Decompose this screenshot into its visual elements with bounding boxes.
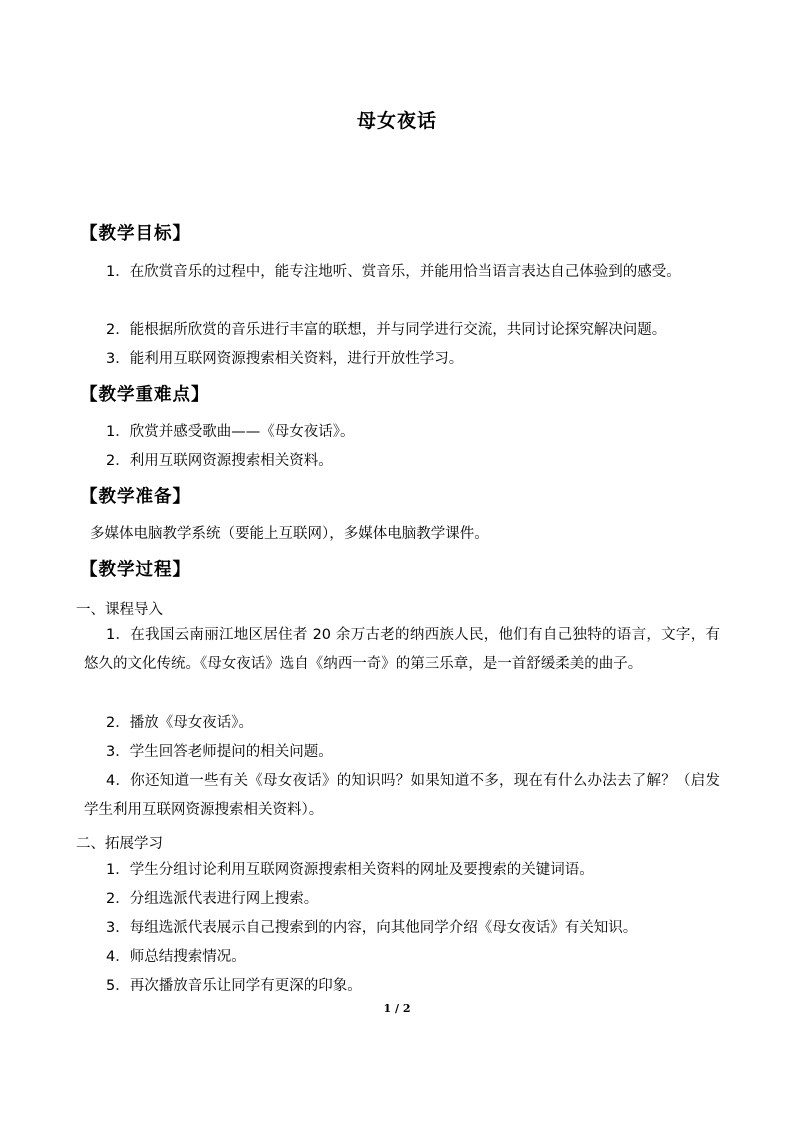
- process-item: 1．学生分组讨论利用互联网资源搜索相关资料的网址及要搜索的关键词语。: [106, 862, 594, 878]
- objective-item: 3．能利用互联网资源搜索相关资料，进行开放性学习。: [106, 351, 464, 367]
- process-section-label: 二、拓展学习: [76, 836, 163, 852]
- process-item: 1．在我国云南丽江地区居住者 20 余万古老的纳西族人民，他们有自己独特的语言，文字，有悠久的文化传统。《母女夜话》选自《纳西一奇》的第三乐章，是一首舒缓柔美的曲子。: [84, 627, 720, 672]
- key-point-item: 2．利用互联网资源搜索相关资料。: [106, 453, 333, 469]
- objective-item: 1．在欣赏音乐的过程中，能专注地听、赏音乐，并能用恰当语言表达自己体验到的感受。: [106, 264, 681, 280]
- preparation-item: 多媒体电脑教学系统（要能上互联网），多媒体电脑教学课件。: [90, 526, 489, 542]
- page-title: 母女夜话: [356, 110, 437, 132]
- preparation-heading: 【教学准备】: [80, 487, 191, 507]
- key-points-heading: 【教学重难点】: [80, 385, 210, 405]
- process-item: 2．播放《母女夜话》。: [106, 715, 253, 731]
- process-item: 4．你还知道一些有关《母女夜话》的知识吗？如果知道不多，现在有什么办法去了解？（启发学生利用互联网资源搜索相关资料）。: [84, 773, 720, 818]
- process-item: 4．师总结搜索情况。: [106, 949, 246, 965]
- process-item: 5．再次播放音乐让同学有更深的印象。: [106, 978, 362, 994]
- objective-item: 2．能根据所欣赏的音乐进行丰富的联想，并与同学进行交流，共同讨论探究解决问题。: [106, 322, 667, 338]
- process-item: 2．分组选派代表进行网上搜索。: [106, 891, 319, 907]
- page-number: 1 / 2: [383, 1002, 411, 1015]
- process-section-label: 一、课程导入: [76, 602, 163, 618]
- process-item: 3．学生回答老师提问的相关问题。: [106, 744, 333, 760]
- key-point-item: 1．欣赏并感受歌曲——《母女夜话》。: [106, 424, 355, 440]
- objectives-heading: 【教学目标】: [80, 224, 191, 244]
- process-heading: 【教学过程】: [80, 560, 191, 580]
- process-item: 3．每组选派代表展示自己搜索到的内容，向其他同学介绍《母女夜话》有关知识。: [106, 920, 638, 936]
